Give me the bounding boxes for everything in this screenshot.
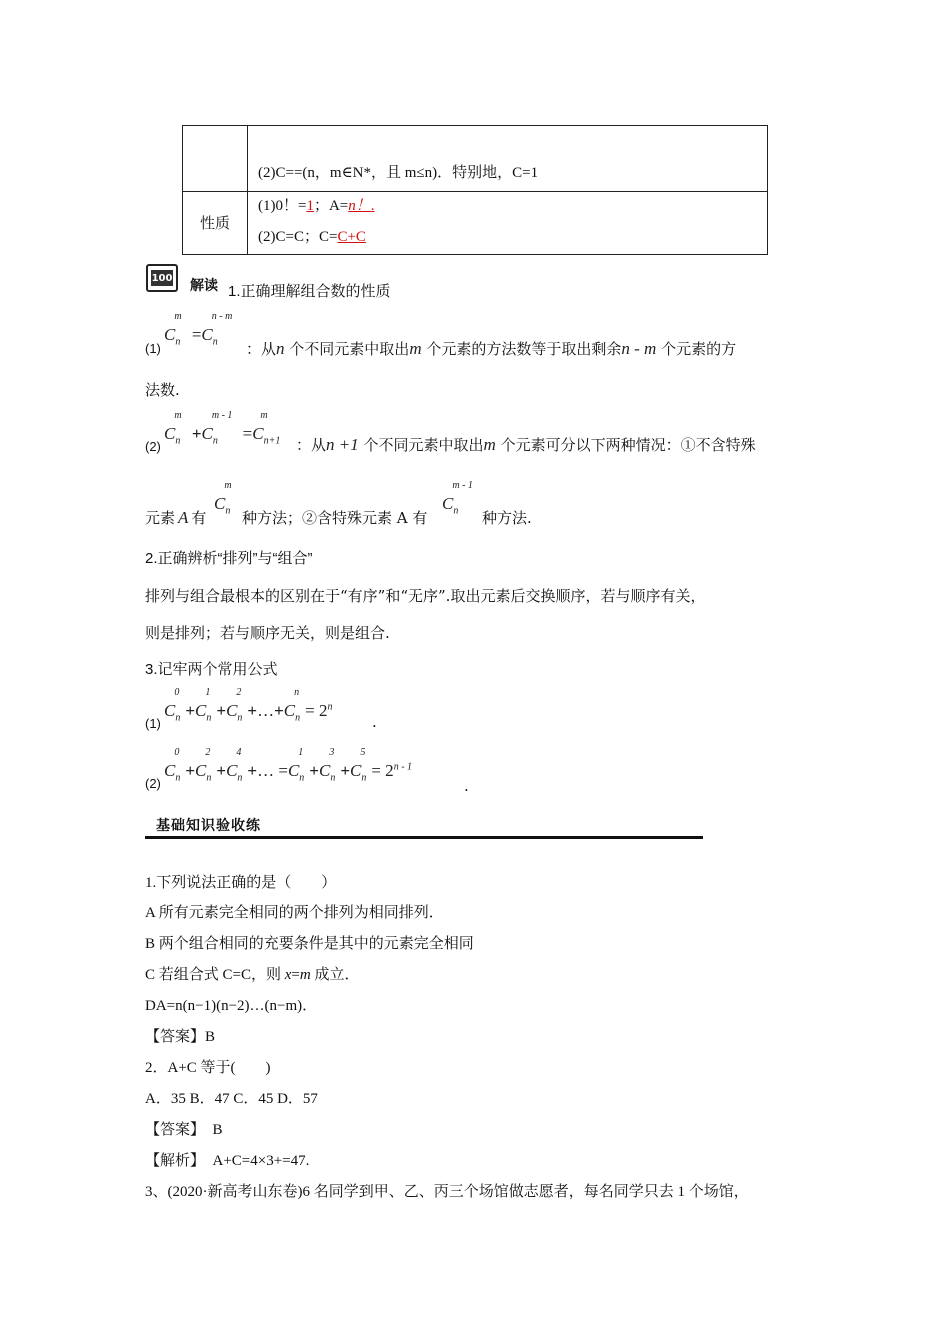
q1-stem: 1.下列说法正确的是（ ） <box>145 875 337 891</box>
q2-options: A．35 B．47 C．45 D．57 <box>145 1091 318 1107</box>
q1-option-d: DA=n(n−1)(n−2)…(n−m)． <box>145 998 318 1014</box>
q3-stem: 3、(2020·新高考山东卷)6 名同学到甲、乙、丙三个场馆做志愿者，每名同学只去 1 个场馆， <box>145 1184 749 1200</box>
q1-option-a: A 所有元素完全相同的两个排列为相同排列． <box>145 905 444 921</box>
answer-fill-2: n！ <box>348 198 371 214</box>
jiedu-label: 解读 <box>190 278 218 294</box>
q2-answer: 【答案】 B <box>145 1122 223 1138</box>
f2-number: (2) <box>145 776 161 791</box>
p2-line-2c: 种方法. <box>482 509 532 527</box>
p2-line-2: 元素 A 有 <box>145 508 207 527</box>
answer-fill-1: 1 <box>306 198 314 214</box>
answer-fill-3: C+C <box>337 229 366 245</box>
q1-option-b: B 两个组合相同的充要条件是其中的元素完全相同 <box>145 936 474 952</box>
property-line-1: (1)0！=1；A=n！. <box>258 198 375 214</box>
formula-cnm: $C_n^m$ <box>214 480 232 517</box>
p1-line-2: 法数. <box>145 381 180 399</box>
f2-end: . <box>464 777 469 795</box>
section-heading-3: 3.记牢两个常用公式 <box>145 661 278 678</box>
section-heading-2: 2.正确辨析“排列”与“组合” <box>145 550 313 567</box>
property-label-cell <box>183 192 248 255</box>
property-line-2: (2)C=C；C=C+C <box>258 229 366 245</box>
property-content-cell <box>248 192 768 255</box>
q2-analysis: 【解析】 A+C=4×3+=47. <box>145 1153 310 1169</box>
p2-line: ：从n +1 个不同元素中取出m 个元素可分以下两种情况：①不含特殊 <box>296 435 756 454</box>
formula-line: (2)C==(n，m∈N*，且 m≤n)．特别地，C=1 <box>258 165 539 181</box>
s2-line-2: 则是排列；若与顺序无关，则是组合. <box>145 624 390 642</box>
section-divider <box>145 836 703 839</box>
f1-end: . <box>372 713 377 731</box>
p1-line: ：从n 个不同元素中取出m 个元素的方法数等于取出剩余n - m 个元素的方 <box>246 339 737 358</box>
formula-cnm1: $C_n^{m - 1}$ <box>442 480 473 517</box>
section-heading-1: 1.正确理解组合数的性质 <box>228 283 391 300</box>
s2-line-1: 排列与组合最根本的区别在于“有序”和“无序”.取出元素后交换顺序，若与顺序有关， <box>145 587 706 605</box>
jiedu-logo-icon: 100 <box>146 264 178 292</box>
table-content-cell <box>248 126 768 192</box>
p2-number: (2) <box>145 439 161 454</box>
definition-table <box>182 125 768 255</box>
p2-line-2b: 种方法；②含特殊元素 A 有 <box>242 509 428 527</box>
table-label-cell-empty <box>183 126 248 192</box>
section-title: 基础知识验收练 <box>156 818 261 834</box>
property-label: 性质 <box>199 214 230 232</box>
p1-number: (1) <box>145 341 161 356</box>
formula-sum-parity: $C_n^0+C_n^2+C_n^4+\dots =C_n^1+C_n^3+C_n^5= 2^{n - 1}$ <box>164 747 413 784</box>
f1-number: (1) <box>145 716 161 731</box>
q1-answer: 【答案】B <box>145 1029 216 1045</box>
formula-sum-all: $C_n^0+C_n^1+C_n^2+\dots+C_n^n= 2^n$ <box>164 687 333 724</box>
formula-pascal: $C_n^m +C_n^{m - 1} =C_{n+1}^m$ <box>164 410 281 447</box>
formula-symmetry: $C_n^m =C_n^{n - m}$ <box>164 311 233 348</box>
q1-option-c: C 若组合式 C=C，则 x=m 成立． <box>145 967 360 983</box>
q2-stem: 2．A+C 等于( ) <box>145 1060 271 1076</box>
